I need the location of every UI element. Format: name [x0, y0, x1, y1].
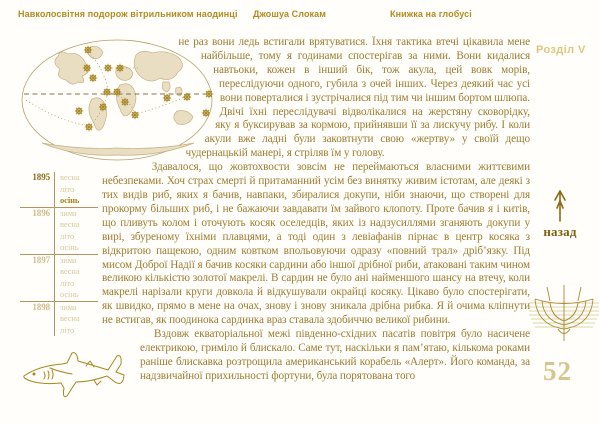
timeline-year: 1895: [32, 172, 50, 182]
timeline-season[interactable]: осінь: [60, 242, 79, 252]
ship-plan-icon: [527, 281, 600, 345]
timeline-season[interactable]: літо: [60, 183, 75, 194]
paragraph-1: не раз вони ледь встигали врятуватися. Їхня тактика втечі цікавила мене найбільше, тому я годинами спостерігав за ними. Вони кидалися навтьоки, кожен в інший бік, тож акула, цей вовк морів, переслідуючи одного, губила з очей інших. Через деякий час усі вони поверталися і зустрічалися під тим чи іншим бортом шлюпа. Двічі їхні переслідувачі відволікалися на жерстяну сковорідку, яку я буксирував за кормою, прийнявши її за лискучу рибу. І коли акули вже ладні були заковтнути свою «жертву» у своїй дещо чудернацькій манері, я стріляв їм у голову.: [178, 36, 530, 160]
timeline-season[interactable]: зима: [60, 207, 77, 218]
paragraph-2: Здавалося, що жовтохвости зовсім не переймаються власними життєвими небезпеками. Хоч страх смерті й притаманний усім без винятку живим істотам, але деякі з тих видів риб, яких я бачив, навпаки, збиралися докупи, ніби знаючи, що створені для прокорму більших риб, і не бажаючи завдавати їм зайвого клопоту. Проте бачив я і китів, що пливуть колом і оточують косяк оселедців, яких із надзусиллями зганяють докупи у вирі, збуреному їхніми плавцями, а тоді один з левіафанів пірнає в центр косяка з відкритою пащекою, одним ковтком впольовуючи одразу «повний трал» дріб’язку. Під мисом Доброї Надії я бачив косяки сардини або іншої дрібної риби, атаковані таким чином великою кількістю золотої макрелі. В сардин не було ані найменшого шансу на втечу, коли макрелі нарізали круги довкола й відкушували окрайці косяку. Цікаво було спостерігати, як швидко, прямо в мене на очах, знову і знову зникала дрібна рибка. Я й очима кліпнути не встигав, як поодинока сардинка враз ставала здобиччю великої рибини.: [102, 161, 530, 327]
ship-plan-illustration: [527, 281, 600, 345]
timeline-group-1895: [20, 172, 98, 208]
voyage-timeline: [20, 172, 98, 338]
up-arrow-icon[interactable]: [553, 188, 567, 222]
header-author: Джошуа Слокам: [253, 9, 327, 19]
timeline-season[interactable]: весна: [60, 266, 80, 276]
timeline-season[interactable]: зима: [60, 254, 77, 265]
timeline-season[interactable]: весна: [60, 219, 80, 229]
header-book-title: Навколосвітня подорож вітрильником наодинці: [18, 9, 238, 19]
shark-icon: [20, 344, 132, 404]
timeline-year: 1898: [32, 301, 50, 312]
timeline-season[interactable]: літо: [60, 277, 75, 288]
back-label[interactable]: назад: [543, 224, 577, 239]
timeline-group-1897: [20, 255, 98, 302]
header-series: Книжка на глобусі: [390, 9, 472, 19]
timeline-season[interactable]: літо: [60, 324, 75, 335]
timeline-group-1898: [20, 302, 98, 337]
page-number: 52: [543, 356, 572, 386]
chapter-label: Розділ V: [536, 44, 586, 56]
paragraph-3: Вздовж екваторіальної межі південно-східних пасатів повітря було насичене електрикою, гриміло й блискало. Саме тут, наскільки я пам’ятаю, кількома роками раніше блискавка розтрощила американський корабель «Алерт». Його команда, за надзвичайної прихильності фортуни, була порятована того: [140, 328, 530, 382]
timeline-year: 1896: [32, 207, 50, 218]
shark-illustration: [20, 344, 132, 404]
timeline-season[interactable]: літо: [60, 230, 75, 241]
timeline-group-1896: [20, 208, 98, 255]
timeline-year: 1897: [32, 254, 50, 265]
page-text-column: [20, 36, 530, 424]
timeline-season[interactable]: весна: [60, 313, 80, 323]
timeline-season[interactable]: весна: [60, 172, 80, 182]
timeline-season-current[interactable]: осінь: [60, 195, 80, 205]
back-nav[interactable]: [536, 188, 584, 240]
timeline-season[interactable]: зима: [60, 301, 77, 312]
timeline-season[interactable]: осінь: [60, 289, 79, 299]
